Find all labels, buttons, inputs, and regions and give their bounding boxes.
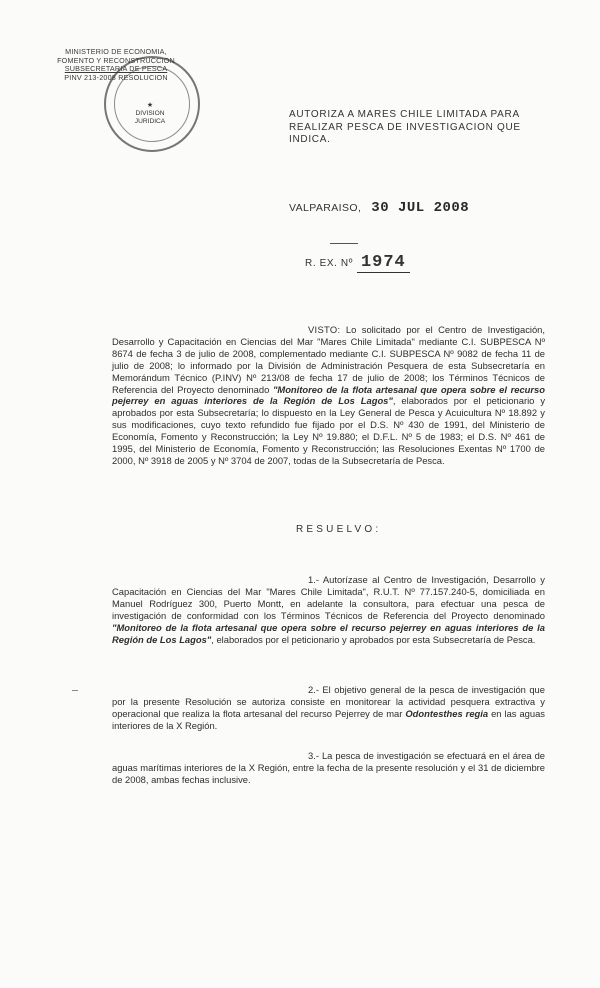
item-1-lead: 1.- Autorízase al Centro de Investigación, Desarrollo y Capacitación en Ciencias del Mar "Mares Chile Limitada", R.U.T. Nº 77.157.240-5, domiciliada en Manuel Rodríguez 300, Puerto Montt, en adelante la consultora, para efectuar una pesca de investigación de conformidad con los Términos Técnicos de Referencia del Proyecto denominado	[112, 574, 545, 621]
item-1-tail: , elaborados por el peticionario y aprobados por esta Subsecretaría de Pesca.	[211, 633, 536, 645]
seal-division: DIVISION	[135, 110, 165, 117]
item-2-species: Odontesthes regia	[405, 707, 489, 719]
stamp-line-4: PINV 213-2008 RESOLUCION	[64, 72, 168, 82]
visto-text-b: , elaborados por el peticionario y aprobados por esta Subsecretaría; lo dispuesto en la Ley General de Pesca y Acuicultura Nº 18.892 y sus modificaciones, cuyo texto refundido fue fijado por el D.S. Nº 430 de 1991, del Ministerio de Economía, Fomento y Reconstrucción; la Ley Nº 19.880; el D.F.L. Nº 5 de 1983; el D.S. Nº 461 de 1995, del Ministerio de Economía, Fomento y Reconstrucción; las Resoluciones Exentas Nº 1700 de 2000, Nº 3918 de 2005 y Nº 3704 de 2007, todas de la Subsecretaría de Pesca.	[112, 395, 546, 466]
resolution-item-3	[112, 750, 545, 786]
place: VALPARAISO,	[289, 202, 362, 214]
item-2-lead: 2.- El objetivo general de la pesca de investigación que por la presente Resolución se autoriza consiste en monitorear la actividad pesquera extractiva y operacional que realiza la flota artesanal del recurso Pejerrey de mar	[112, 684, 545, 719]
resolution-item-2	[112, 684, 545, 732]
resolution-item-1	[112, 574, 545, 645]
resuelvo-heading: RESUELVO:	[296, 524, 382, 535]
date-stamp: 30 JUL 2008	[371, 200, 470, 216]
stamp-line-2: FOMENTO Y RECONSTRUCCION	[57, 55, 175, 65]
visto-paragraph	[112, 324, 545, 467]
resolution-number-line	[305, 253, 410, 273]
resolution-subject: AUTORIZA A MARES CHILE LIMITADA PARA REALIZAR PESCA DE INVESTIGACION QUE INDICA.	[289, 109, 521, 145]
stamp-line-3: SUBSECRETARIA DE PESCA	[64, 64, 168, 74]
visto-project-title: "Monitoreo de la flota artesanal que opera sobre el recurso pejerrey en aguas interiores de la Región de Los Lagos"	[112, 383, 545, 407]
rex-mark	[330, 243, 358, 245]
item-1-project-title: "Monitoreo de la flota artesanal que opera sobre el recurso pejerrey en aguas interiores de la Región de Los Lagos"	[112, 621, 545, 645]
rex-number: 1974	[357, 253, 410, 273]
seal-juridica: JURIDICA	[134, 118, 166, 125]
seal-inner-text	[120, 102, 180, 126]
item-2-tail: en las aguas interiores de la X Región.	[112, 707, 545, 731]
ministry-header-stamp	[36, 48, 196, 82]
item-3-text: 3.- La pesca de investigación se efectuará en el área de aguas marítimas interiores de la X Región, entre la fecha de la presente resolución y el 31 de diciembre de 2008, ambas fechas inclusive.	[112, 750, 545, 785]
star-icon: ★	[146, 102, 154, 109]
stamp-line-1: MINISTERIO DE ECONOMIA,	[65, 47, 167, 56]
visto-lead: VISTO:	[308, 324, 341, 335]
visto-text-a: Lo solicitado por el Centro de Investigación, Desarrollo y Capacitación en Ciencias del Mar "Mares Chile Limitada" mediante C.I. SUBPESCA Nº 8674 de fecha 3 de julio de 2008, complementado mediante C.I. SUBPESCA Nº 9082 de fecha 11 de julio de 2008; lo informado por la División de Administración Pesquera de esta Subsecretaría en Memorándum Técnico (P.INV) Nº 213/08 de fecha 17 de julio de 2008; los Términos Técnicos de Referencia del Proyecto denominado	[112, 324, 545, 395]
rex-label: R. EX. Nº	[305, 258, 353, 269]
place-date-line	[289, 200, 469, 216]
margin-mark	[72, 690, 78, 692]
